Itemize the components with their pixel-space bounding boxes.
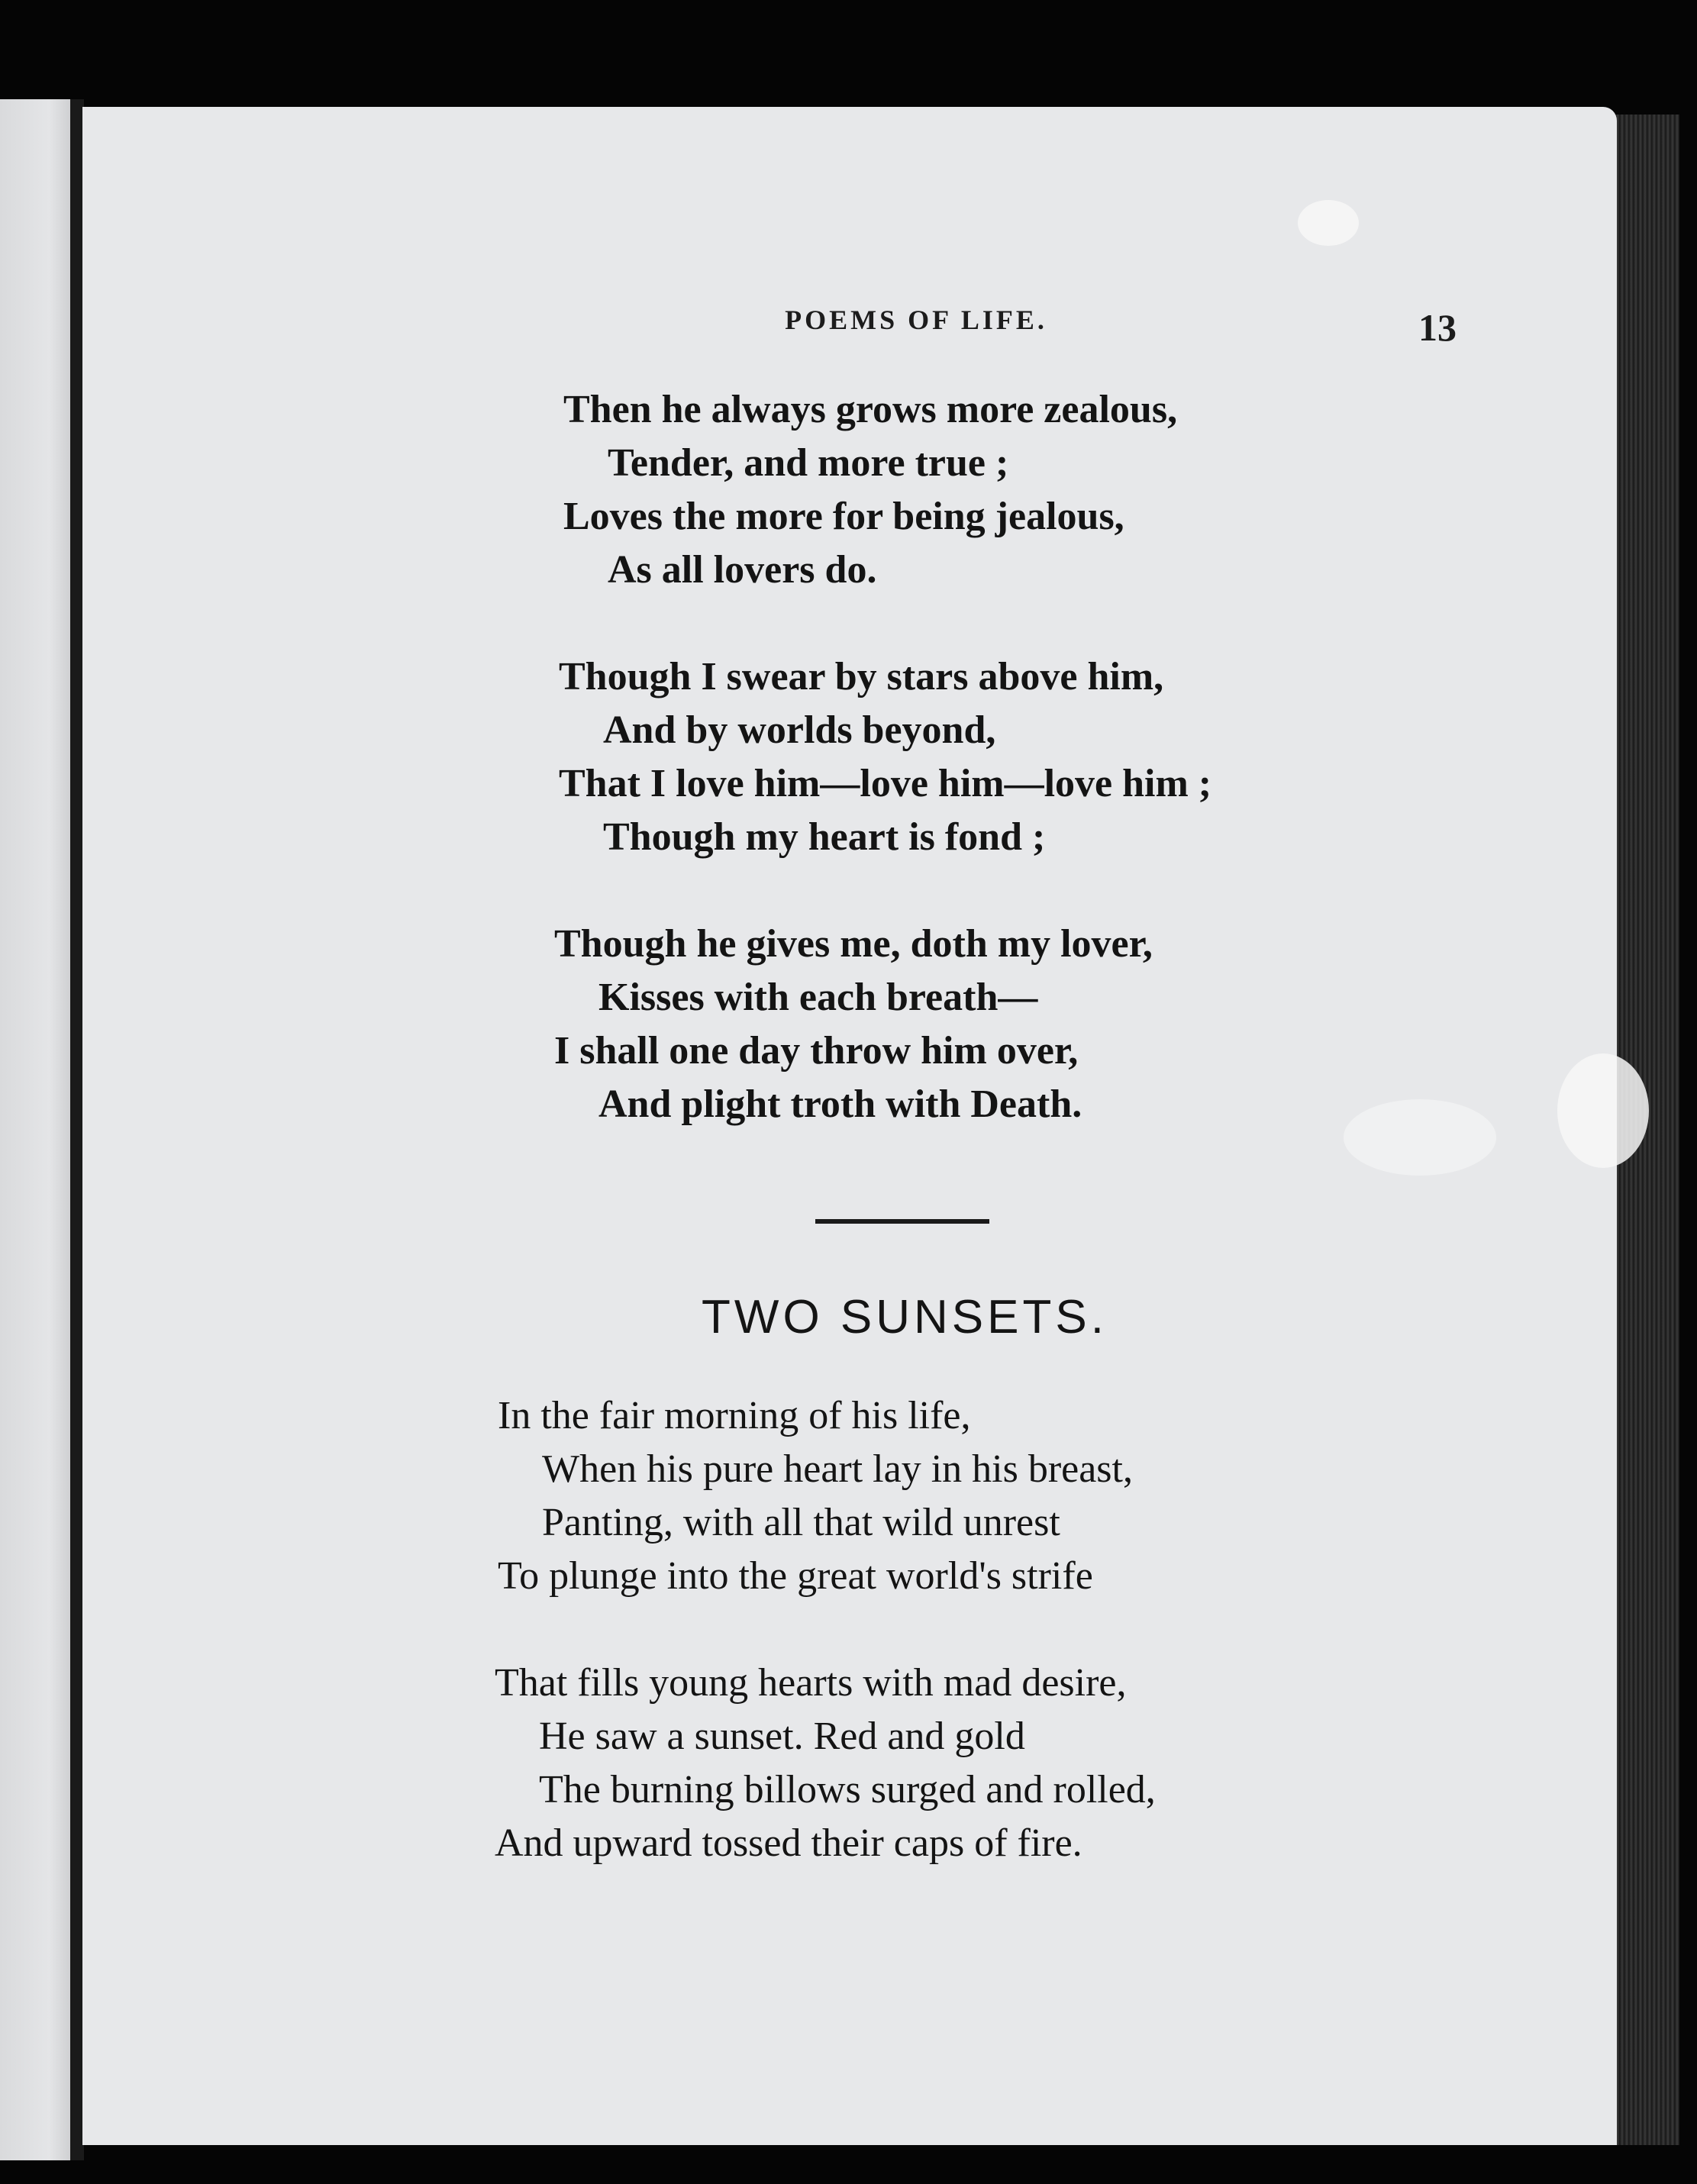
verse-line: As all lovers do. xyxy=(608,548,877,592)
stanza xyxy=(495,1657,1156,1870)
verse-line: And by worlds beyond, xyxy=(603,708,996,752)
stanza xyxy=(563,383,1177,597)
verse-line: When his pure heart lay in his breast, xyxy=(542,1447,1133,1491)
running-head: POEMS OF LIFE. xyxy=(785,305,1047,335)
verse-line: That fills young hearts with mad desire, xyxy=(495,1661,1127,1705)
stanza xyxy=(559,650,1211,864)
verse-line: That I love him—love him—love him ; xyxy=(559,762,1212,805)
verse-line: I shall one day throw him over, xyxy=(554,1029,1079,1073)
poem-title: TWO SUNSETS. xyxy=(702,1291,1108,1344)
verse-line: Though he gives me, doth my lover, xyxy=(554,922,1153,966)
section-divider xyxy=(815,1219,989,1224)
stanza xyxy=(498,1389,1133,1603)
paper-blemish xyxy=(1557,1053,1649,1168)
verse-line: Loves the more for being jealous, xyxy=(563,495,1124,538)
paper-blemish xyxy=(1344,1099,1496,1176)
page-number: 13 xyxy=(1418,306,1457,349)
verse-line: In the fair morning of his life, xyxy=(498,1394,971,1437)
verse-line: Tender, and more true ; xyxy=(608,441,1009,485)
verse-line: And plight troth with Death. xyxy=(598,1082,1082,1126)
verse-line: Then he always grows more zealous, xyxy=(563,388,1178,431)
verse-line: The burning billows surged and rolled, xyxy=(539,1768,1156,1811)
stanza xyxy=(554,918,1153,1131)
facing-page-edge xyxy=(0,99,70,2160)
verse-line: And upward tossed their caps of fire. xyxy=(495,1821,1082,1865)
verse-line: Though my heart is fond ; xyxy=(603,815,1046,859)
verse-line: Though I swear by stars above him, xyxy=(559,655,1164,698)
verse-line: To plunge into the great world's strife xyxy=(498,1554,1093,1598)
verse-line: Kisses with each breath— xyxy=(598,976,1038,1019)
verse-line: Panting, with all that wild unrest xyxy=(542,1501,1060,1544)
verse-line: He saw a sunset. Red and gold xyxy=(539,1715,1025,1758)
paper-blemish xyxy=(1298,200,1359,246)
